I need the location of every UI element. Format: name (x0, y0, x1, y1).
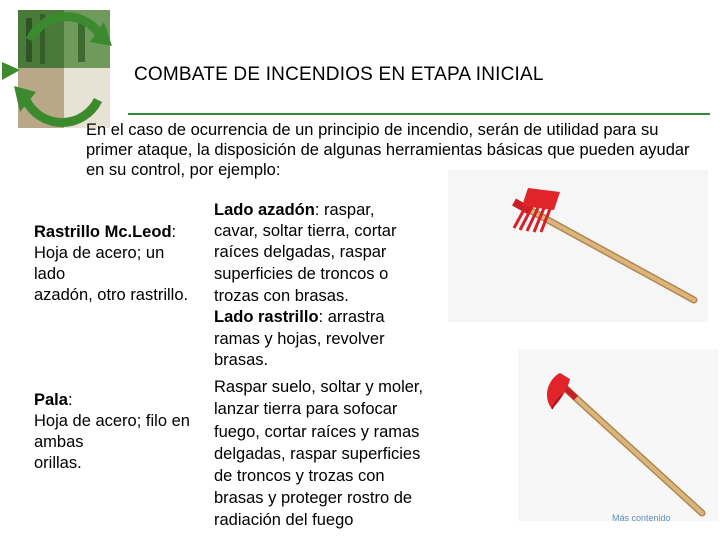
page-title: COMBATE DE INCENDIOS EN ETAPA INICIAL (134, 64, 544, 85)
rastrillo-name: Rastrillo Mc.Leod (34, 223, 172, 241)
pala-title (34, 390, 73, 411)
rastrillo-side-first-text: : arrastra (318, 308, 385, 326)
rastrillo-side-line: ramas y hojas, revolver (214, 330, 385, 348)
logo-recycle-arrows (0, 0, 125, 140)
pala-use-line: Raspar suelo, soltar y moler, (214, 378, 424, 396)
watermark: Más contenido (612, 513, 671, 523)
azadon-line: superficies de troncos o (214, 265, 389, 283)
title-divider (128, 113, 710, 115)
pala-use-line: brasas y proteger rostro de (214, 489, 413, 507)
azadon-label: Lado azadón (214, 201, 315, 219)
pala-name: Pala (34, 391, 68, 409)
azadon-first-text: : raspar, (314, 201, 375, 219)
pala-use-line: delgadas, raspar superficies (214, 445, 421, 463)
azadon-line: trozas con brasas. (214, 287, 349, 305)
azadon-line: raíces delgadas, raspar (214, 243, 387, 261)
shovel-image (518, 349, 718, 521)
pala-desc-line: Hoja de acero; filo en (34, 412, 190, 430)
azadon-line: cavar, soltar tierra, cortar (214, 222, 397, 240)
pala-use-line: radiación del fuego (214, 511, 354, 529)
azadon-heading (214, 200, 374, 221)
pala-desc-line: orillas. (34, 454, 82, 472)
intro-paragraph: En el caso de ocurrencia de un principio de incendio, serán de utilidad para su primer ataque, la disposición de algunas herramientas básicas que pueden ayudar en su control, por ejemplo: (86, 121, 690, 179)
rastrillo-name-colon: : (171, 223, 177, 241)
rastrillo-side-label: Lado rastrillo (214, 308, 319, 326)
rastrillo-desc-line: azadón, otro rastrillo. (34, 286, 189, 304)
rastrillo-title (34, 222, 176, 243)
rastrillo-side-line: brasas. (214, 351, 269, 369)
rastrillo-side-heading (214, 307, 385, 328)
pala-name-colon: : (67, 391, 73, 409)
pala-desc-line: ambas (34, 433, 84, 451)
rastrillo-desc-line: lado (34, 265, 66, 283)
pala-use-line: fuego, cortar raíces y ramas (214, 423, 420, 441)
rastrillo-desc-line: Hoja de acero; un (34, 244, 165, 262)
mcleod-rake-image (448, 170, 708, 322)
pala-use-line: lanzar tierra para sofocar (214, 400, 398, 418)
pala-use-line: de troncos y trozas con (214, 467, 385, 485)
